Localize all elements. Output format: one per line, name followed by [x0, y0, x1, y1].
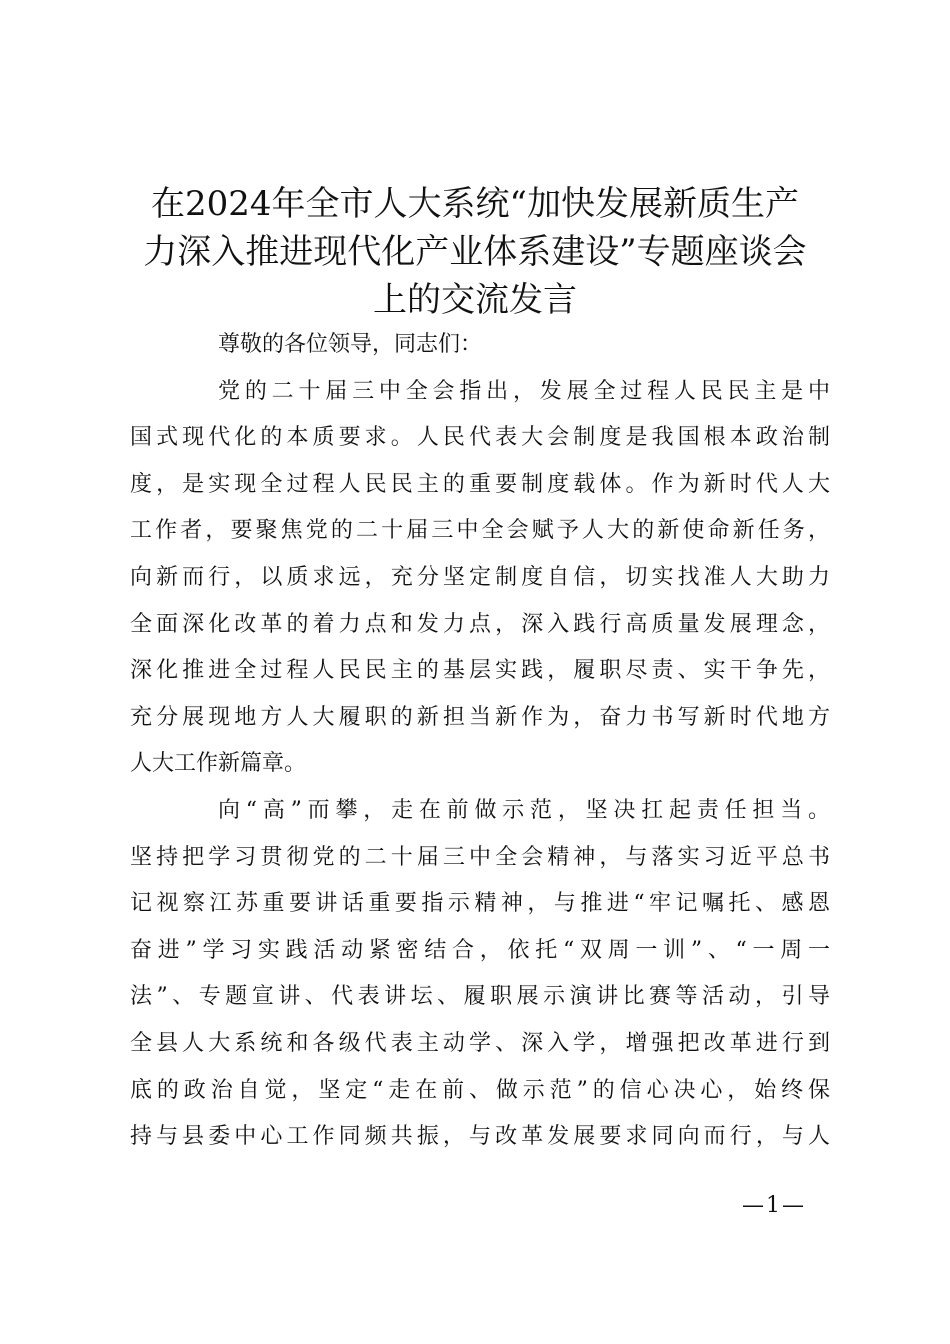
paragraph-2-line: 持与县委中心工作同频共振，与改革发展要求同向而行，与人: [130, 1124, 830, 1150]
greeting-text: 尊敬的各位领导，同志们：: [218, 332, 483, 357]
paragraph-2-line: 记视察江苏重要讲话重要指示精神，与推进“牢记嘱托、感恩: [130, 891, 830, 917]
page-number: —1—: [742, 1193, 806, 1218]
title-line-3: 上的交流发言: [373, 280, 577, 320]
paragraph-2-line: 法”、专题宣讲、代表讲坛、履职展示演讲比赛等活动，引导: [130, 984, 830, 1010]
document-body: [130, 322, 830, 1161]
paragraph-1-line: 国式现代化的本质要求。人民代表大会制度是我国根本政治制: [130, 425, 830, 451]
paragraph-2-line: 奋进”学习实践活动紧密结合，依托“双周一训”、“一周一: [130, 937, 830, 963]
paragraph-1-line: 深化推进全过程人民民主的基层实践，履职尽责、实干争先，: [130, 658, 830, 684]
title-line-2: 力深入推进现代化产业体系建设”专题座谈会: [143, 232, 807, 272]
paragraph-1-line: 充分展现地方人大履职的新担当新作为，奋力书写新时代地方: [130, 704, 830, 730]
paragraph-2-line: 坚持把学习贯彻党的二十届三中全会精神，与落实习近平总书: [130, 844, 830, 870]
paragraph-1-line: 全面深化改革的着力点和发力点，深入践行高质量发展理念，: [130, 611, 830, 637]
paragraph-1-line: 向新而行，以质求远，充分坚定制度自信，切实找准人大助力: [130, 564, 830, 590]
paragraph-1-line: 度，是实现全过程人民民主的重要制度载体。作为新时代人大: [130, 471, 830, 497]
document-title: [120, 180, 830, 324]
greeting: [130, 322, 830, 369]
paragraph-1-line: 工作者，要聚焦党的二十届三中全会赋予人大的新使命新任务，: [130, 518, 830, 544]
paragraph-1-line: 党的二十届三中全会指出，发展全过程人民民主是中: [218, 378, 830, 404]
paragraph-2: [130, 788, 830, 1161]
paragraph-1-line: 人大工作新篇章。: [130, 751, 307, 777]
paragraph-2-line: 全县人大系统和各级代表主动学、深入学，增强把改革进行到: [130, 1030, 830, 1056]
title-line-1: 在2024年全市人大系统“加快发展新质生产: [151, 184, 799, 224]
paragraph-1: [130, 369, 830, 788]
paragraph-2-line: 向“高”而攀，走在前做示范，坚决扛起责任担当。: [218, 797, 830, 823]
paragraph-2-line: 底的政治自觉，坚定“走在前、做示范”的信心决心，始终保: [130, 1077, 830, 1103]
